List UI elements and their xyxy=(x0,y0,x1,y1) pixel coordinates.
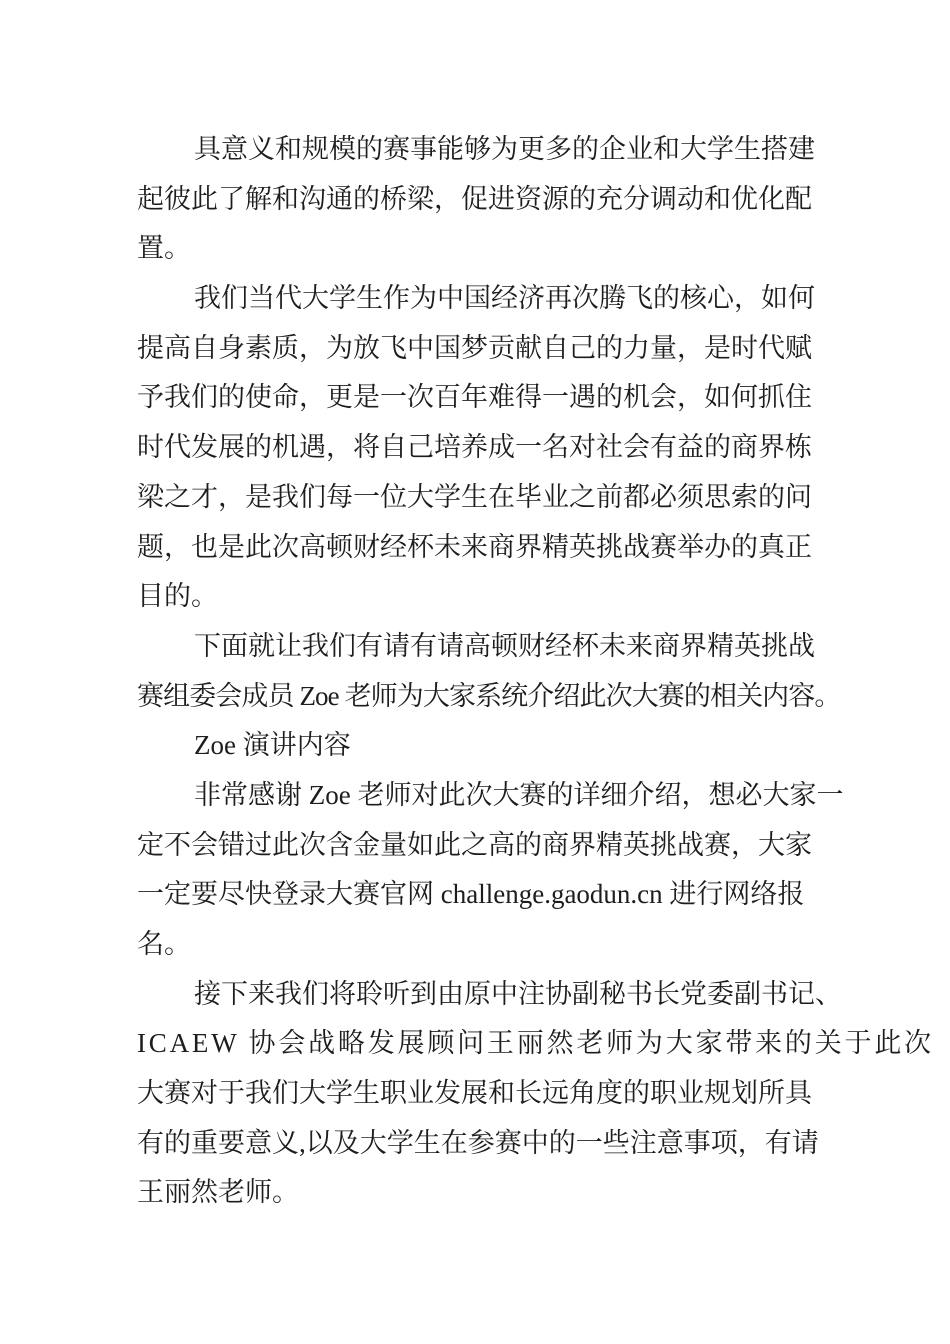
text-line: 予我们的使命，更是一次百年难得一遇的机会，如何抓住 xyxy=(137,382,812,413)
text-line: 梁之才，是我们每一位大学生在毕业之前都必须思索的问 xyxy=(137,481,812,512)
paragraph xyxy=(137,771,850,970)
text-line: 具意义和规模的赛事能够为更多的企业和大学生搭建 xyxy=(194,134,815,164)
text-line: 提高自身素质，为放飞中国梦贡献自己的力量，是时代赋 xyxy=(137,332,812,363)
text-line: 接下来我们将聆听到由原中注协副秘书长党委副书记、 xyxy=(194,978,842,1009)
text-line: 大赛对于我们大学生职业发展和长远角度的职业规划所具 xyxy=(137,1078,812,1109)
text-line: 名。 xyxy=(137,929,191,959)
text-content xyxy=(137,125,934,1218)
text-line: 起彼此了解和沟通的桥梁，促进资源的充分调动和优化配 xyxy=(137,183,812,214)
paragraph xyxy=(137,274,850,622)
paragraph xyxy=(137,622,850,721)
text-line: 非常感谢 Zoe 老师对此次大赛的详细介绍，想必大家一 xyxy=(194,779,844,810)
text-line: 定不会错过此次含金量如此之高的商界精英挑战赛，大家 xyxy=(137,829,812,860)
text-line: 下面就让我们有请有请高顿财经杯未来商界精英挑战 xyxy=(194,630,815,661)
text-line: 题，也是此次高顿财经杯未来商界精英挑战赛举办的真正 xyxy=(137,531,812,562)
text-line: 我们当代大学生作为中国经济再次腾飞的核心，如何 xyxy=(194,283,815,314)
paragraph xyxy=(137,125,850,274)
text-line: 有的重要意义,以及大学生在参赛中的一些注意事项，有请 xyxy=(137,1127,819,1158)
text-line: 王丽然老师。 xyxy=(137,1177,299,1208)
text-line: ICAEW 协会战略发展顾问王丽然老师为大家带来的关于此次 xyxy=(137,1028,934,1059)
text-line: 目的。 xyxy=(137,581,218,612)
text-line: 时代发展的机遇，将自己培养成一名对社会有益的商界栋 xyxy=(137,432,812,463)
text-line: Zoe 演讲内容 xyxy=(194,730,351,761)
paragraph xyxy=(137,970,934,1218)
paragraph xyxy=(137,721,850,771)
text-line: 一定要尽快登录大赛官网 challenge.gaodun.cn 进行网络报 xyxy=(137,879,805,910)
text-line: 赛组委会成员 Zoe 老师为大家系统介绍此次大赛的相关内容。 xyxy=(137,680,841,711)
text-line: 置。 xyxy=(137,233,191,264)
